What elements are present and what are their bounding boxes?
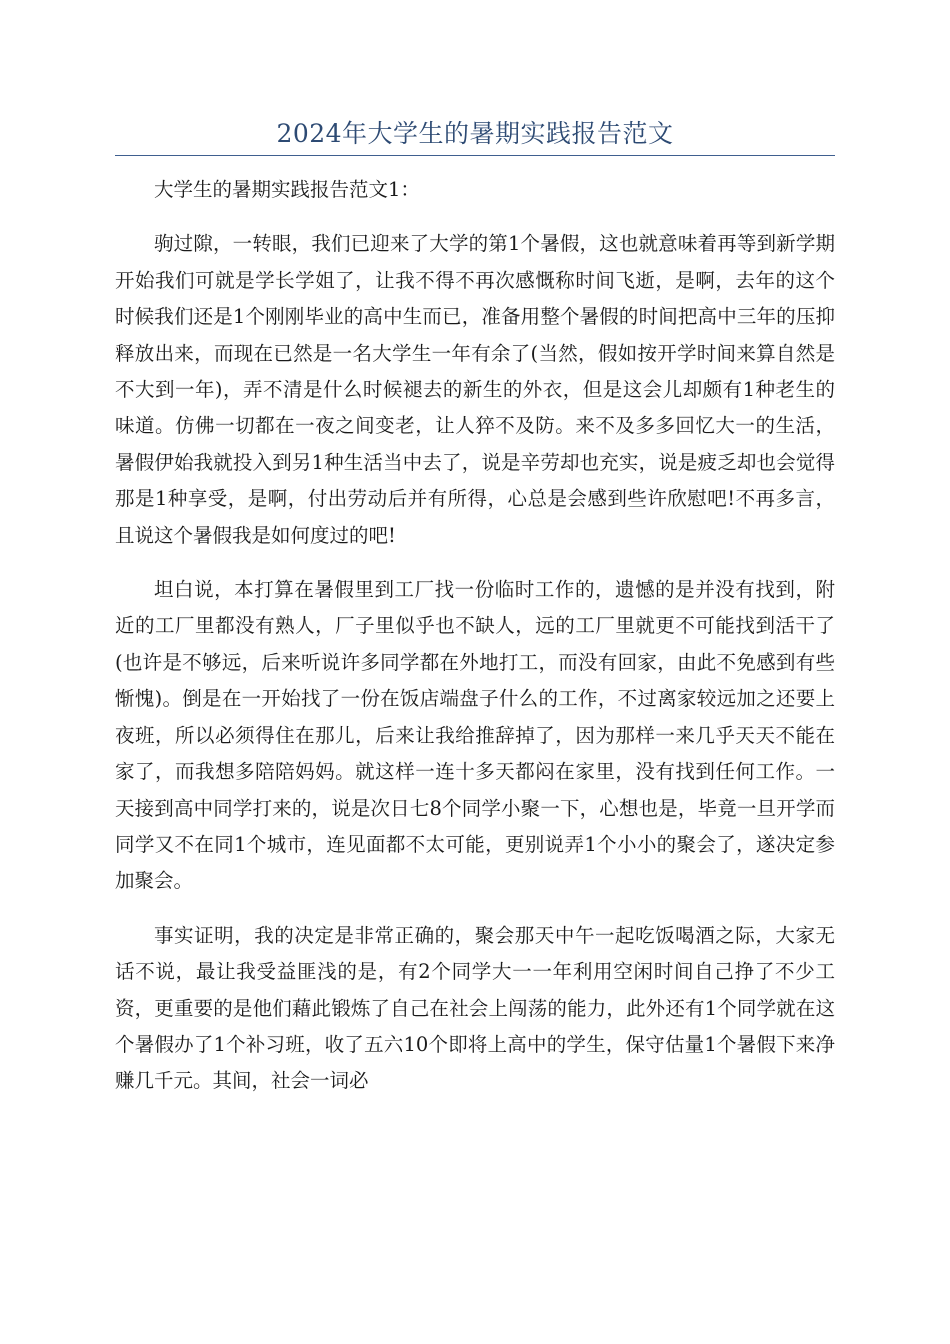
paragraph-heading: 大学生的暑期实践报告范文1： <box>154 178 420 201</box>
paragraph: 坦白说，本打算在暑假里到工厂找一份临时工作的，遗憾的是并没有找到，附近的工厂里都没有熟人，厂子里似乎也不缺人，远的工厂里就更不可能找到活干了(也许是不够远，后来听说许多同学都在外地打工，而没有回家，由此不免感到有些惭愧)。倒是在一开始找了一份在饭店端盘子什么的工作，不过离家较远加之还要上夜班，所以必须得住在那儿，后来让我给推辞掉了，因为那样一来几乎天天不能在家了，而我想多陪陪妈妈。就这样一连十多天都闷在家里，没有找到任何工作。一天接到高中同学打来的，说是次日七8个同学小聚一下，心想也是，毕竟一旦开学而同学又不在同1个城市，连见面都不太可能，更别说弄1个小小的聚会了，遂决定参加聚会。 <box>115 578 835 893</box>
document-body <box>115 172 835 1118</box>
paragraph: 事实证明，我的决定是非常正确的，聚会那天中午一起吃饭喝酒之际，大家无话不说，最让我受益匪浅的是，有2个同学大一一年利用空闲时间自己挣了不少工资，更重要的是他们藉此锻炼了自己在社会上闯荡的能力，此外还有1个同学就在这个暑假办了1个补习班，收了五六10个即将上高中的学生，保守估量1个暑假下来净赚几千元。其间，社会一词必 <box>115 923 835 1093</box>
title-block <box>115 116 835 152</box>
document-title: 2024年大学生的暑期实践报告范文 <box>276 119 674 148</box>
title-underline <box>115 155 835 156</box>
paragraph: 驹过隙，一转眼，我们已迎来了大学的第1个暑假，这也就意味着再等到新学期开始我们可就是学长学姐了，让我不得不再次感慨称时间飞逝，是啊，去年的这个时候我们还是1个刚刚毕业的高中生而已，准备用整个暑假的时间把高中三年的压抑释放出来，而现在已然是一名大学生一年有余了(当然，假如按开学时间来算自然是不大到一年)，弄不清是什么时候褪去的新生的外衣，但是这会儿却颇有1种老生的味道。仿佛一切都在一夜之间变老，让人猝不及防。来不及多多回忆大一的生活，暑假伊始我就投入到另1种生活当中去了，说是辛劳却也充实，说是疲乏却也会觉得那是1种享受，是啊，付出劳动后并有所得，心总是会感到些许欣慰吧!不再多言，且说这个暑假我是如何度过的吧! <box>115 232 835 547</box>
